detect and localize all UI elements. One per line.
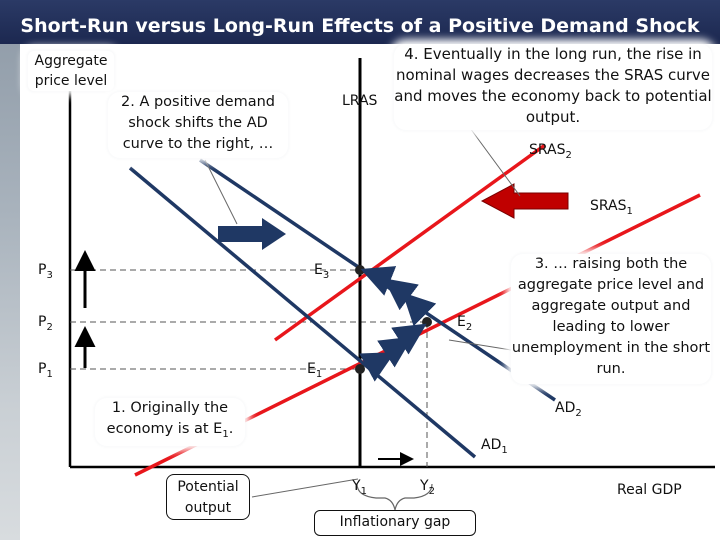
p2-label-sub: 2 — [46, 321, 53, 333]
sras1-label — [590, 198, 633, 217]
p2-label-main: P — [38, 314, 47, 330]
e1-label-main: E — [307, 361, 316, 377]
callout-step1 — [95, 398, 245, 446]
e3-point — [355, 265, 365, 275]
e1-point — [355, 364, 365, 374]
ad-shift-arrow — [218, 218, 286, 250]
p3-label-main: P — [38, 262, 47, 278]
p1-label — [38, 361, 53, 380]
y2-label — [420, 478, 435, 497]
callout-step4: 4. Eventually in the long run, the rise in nominal wages decreases the SRAS curve and moves the economy back to potential output. — [394, 44, 712, 130]
sras2-label-sub: 2 — [565, 149, 572, 161]
sras2-label-main: SRAS — [529, 142, 566, 158]
y1-label-sub: 1 — [360, 485, 367, 497]
e2-label-main: E — [457, 314, 466, 330]
e3-label — [314, 262, 329, 281]
ad2-label-main: AD — [555, 400, 576, 416]
inflationary-gap-box: Inflationary gap — [314, 510, 476, 536]
callout-step1-text: 1. Originally the economy is at E — [106, 400, 229, 437]
potential-output-pointer — [252, 479, 358, 497]
p2-label — [38, 314, 53, 333]
y2-label-sub: 2 — [428, 485, 435, 497]
callout-step2: 2. A positive demand shock shifts the AD curve to the right, … — [108, 92, 288, 158]
sras2-label — [529, 142, 572, 161]
ad1-label-sub: 1 — [501, 444, 508, 456]
movement-arrow-4 — [408, 298, 424, 314]
e2-label-sub: 2 — [465, 321, 473, 333]
e2-label — [457, 314, 472, 333]
lras-label: LRAS — [342, 93, 378, 109]
callout-step3: 3. … raising both the aggregate price level and aggregate output and leading to lower unemployment in the short run. — [511, 254, 711, 384]
callout4-pointer — [470, 128, 520, 196]
e1-label — [307, 361, 322, 380]
y1-label-main: Y — [352, 478, 361, 494]
e2-point — [422, 317, 432, 327]
sras1-label-main: SRAS — [590, 198, 627, 214]
y2-label-main: Y — [420, 478, 429, 494]
p3-label — [38, 262, 53, 281]
sras-shift-arrow — [482, 184, 568, 218]
e3-label-sub: 3 — [322, 269, 330, 281]
potential-output-box: Potential output — [166, 474, 250, 520]
ad2-label — [555, 400, 582, 419]
x-axis-label: Real GDP — [617, 482, 682, 498]
y1-label — [352, 478, 367, 497]
sras1-label-sub: 1 — [626, 205, 633, 217]
ad2-label-sub: 2 — [575, 407, 582, 419]
e1-label-sub: 1 — [315, 368, 323, 380]
callout-step1-end: . — [228, 421, 234, 437]
callout-step1-sub: 1 — [222, 428, 229, 440]
e3-label-main: E — [314, 262, 323, 278]
callout2-pointer — [205, 160, 237, 224]
ad1-label-main: AD — [481, 437, 502, 453]
p1-label-sub: 1 — [46, 368, 53, 380]
p1-label-main: P — [38, 361, 47, 377]
p3-label-sub: 3 — [46, 269, 53, 281]
slide-title: Short-Run versus Long-Run Effects of a Positive Demand Shock — [20, 15, 700, 37]
ad1-label — [481, 437, 508, 456]
y-axis-label: Aggregate price level — [28, 51, 114, 91]
